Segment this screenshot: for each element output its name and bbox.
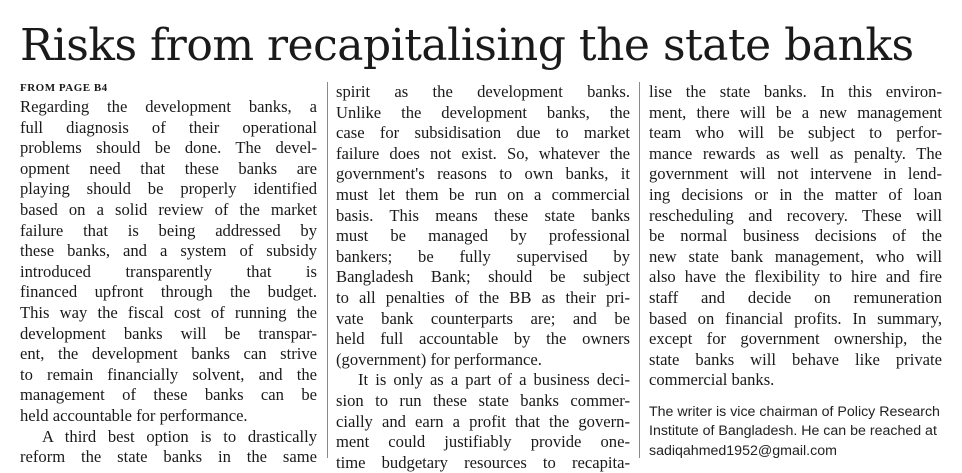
text-line: spirit as the development banks. <box>336 82 630 101</box>
article-column-3 <box>649 82 942 461</box>
text-line: failure does not exist. So, whatever the <box>336 143 630 163</box>
text-line: new state bank management, who will <box>649 246 942 266</box>
text-line: ing decisions or in the matter of loan <box>649 184 942 204</box>
text-line: staff and decide on remuneration <box>649 287 942 307</box>
text-line: Unlike the development banks, the <box>336 102 630 122</box>
text-line: ment could justifiably provide one- <box>336 432 630 452</box>
text-line: government will not intervene in lend- <box>649 164 942 184</box>
text-line: ent, the development banks can strive <box>20 344 317 364</box>
text-line: must be managed by professional <box>336 226 630 246</box>
text-line: time budgetary resources to recapita- <box>336 452 630 472</box>
text-line: government's reasons to own banks, it <box>336 164 630 184</box>
text-line: to remain financially solvent, and the <box>20 364 317 384</box>
text-line: reform the state banks in the same <box>20 447 317 467</box>
text-line: opment need that these banks are <box>20 158 317 178</box>
text-line: commercial banks. <box>649 370 775 390</box>
text-line: be normal business decisions of the <box>649 226 942 246</box>
article-column-1 <box>20 82 317 468</box>
text-line: must let them be run on a commercial <box>336 184 630 204</box>
text-line: introduced transparently that is <box>20 261 317 281</box>
column-divider <box>327 82 328 458</box>
text-line: (government) for performance. <box>336 349 542 369</box>
author-byline <box>649 403 942 462</box>
text-line: full diagnosis of their operational <box>20 117 317 137</box>
text-line: playing should be properly identified <box>20 179 317 199</box>
text-line: mance rewards as well as penalty. The <box>649 143 942 163</box>
continuation-label: FROM PAGE B4 <box>20 82 108 94</box>
text-line: A third best option is to drastically <box>42 426 317 446</box>
headline: Risks from recapitalising the state banks <box>20 20 914 71</box>
text-line: held full accountable by the owners <box>336 329 630 349</box>
text-line: based on financial profits. In summary, <box>649 308 942 328</box>
article-column-2 <box>336 82 630 473</box>
text-line: Bangladesh Bank; should be subject <box>336 267 630 287</box>
text-line: development banks will be transpar- <box>20 323 317 343</box>
text-line: ment, there will be a new management <box>649 102 942 122</box>
text-line: sion to run these state banks commer- <box>336 390 630 410</box>
text-line: management of these banks can be <box>20 385 317 405</box>
text-line: problems should be done. The devel- <box>20 138 317 158</box>
text-line: It is only as a part of a business deci- <box>358 370 630 390</box>
text-line: team who will be subject to perfor- <box>649 123 942 143</box>
text-line: lise the state banks. In this environ- <box>649 82 942 101</box>
text-line: rescheduling and recovery. These will <box>649 205 942 225</box>
text-line: basis. This means these state banks <box>336 205 630 225</box>
text-line: except for government ownership, the <box>649 329 942 349</box>
text-line: held accountable for performance. <box>20 405 248 425</box>
column-divider <box>639 82 640 458</box>
text-line: based on a solid review of the market <box>20 199 317 219</box>
text-line: This way the fiscal cost of running the <box>20 302 317 322</box>
text-line: to all penalties of the BB as their pri- <box>336 287 630 307</box>
byline-line: Institute of Bangladesh. He can be reached at <box>649 423 937 440</box>
text-line: these banks, and a system of subsidy <box>20 241 317 261</box>
text-line: failure that is being addressed by <box>20 220 317 240</box>
text-line: financed upfront through the budget. <box>20 282 317 302</box>
text-line: also have the flexibility to hire and fire <box>649 267 942 287</box>
text-line: vate bank counterparts are; and be <box>336 308 630 328</box>
text-line: case for subsidisation due to market <box>336 123 630 143</box>
text-line: Regarding the development banks, a <box>20 97 317 116</box>
author-email: sadiqahmed1952@gmail.com <box>649 442 837 459</box>
text-line: state banks will behave like private <box>649 349 942 369</box>
byline-line: The writer is vice chairman of Policy Research <box>649 403 940 420</box>
text-line: bankers; be fully supervised by <box>336 246 630 266</box>
text-line: cially and earn a profit that the govern- <box>336 411 630 431</box>
